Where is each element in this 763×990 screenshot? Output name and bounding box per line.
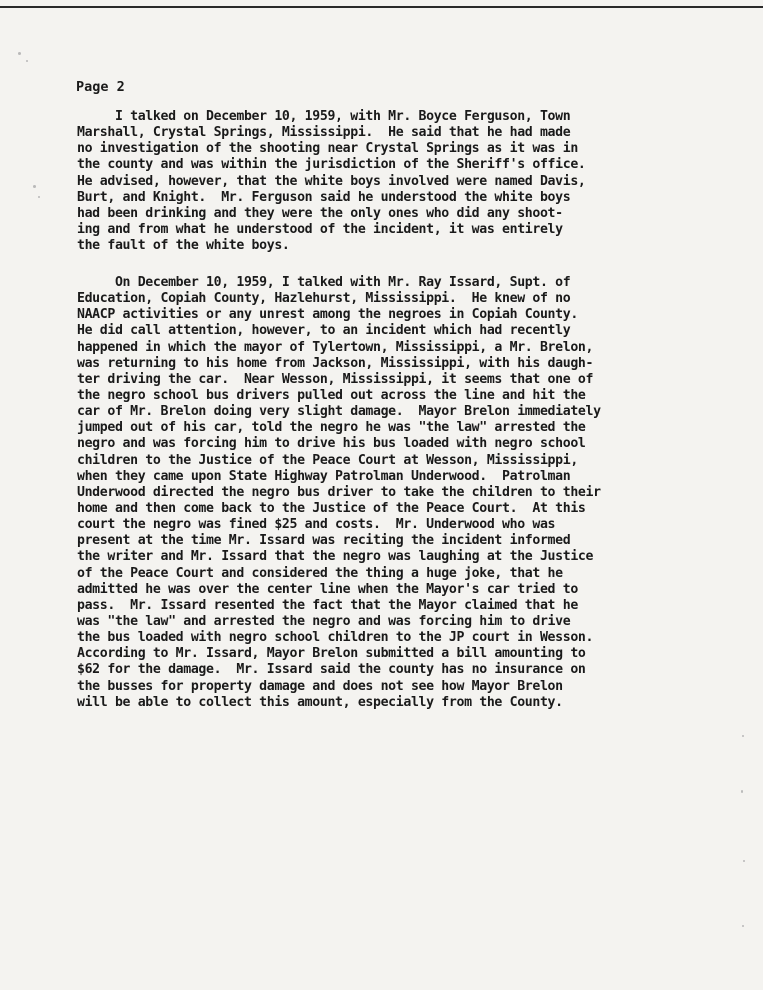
text-line: car of Mr. Brelon doing very slight damage. Mayor Brelon immediately	[77, 404, 601, 420]
scan-speck	[742, 925, 744, 927]
body-paragraph	[77, 109, 707, 254]
text-line: negro and was forcing him to drive his bus loaded with negro school	[77, 436, 586, 452]
text-line: jumped out of his car, told the negro he was "the law" arrested the	[77, 420, 586, 436]
scan-speck	[742, 735, 744, 737]
text-line: had been drinking and they were the only ones who did any shoot-	[77, 205, 563, 221]
text-line: happened in which the mayor of Tylertown, Mississippi, a Mr. Brelon,	[77, 339, 594, 355]
page-number-heading: Page 2	[76, 79, 125, 95]
text-line: On December 10, 1959, I talked with Mr. Ray Issard, Supt. of	[77, 275, 571, 290]
text-line: I talked on December 10, 1959, with Mr. Boyce Ferguson, Town	[77, 109, 571, 124]
text-line: the writer and Mr. Issard that the negro was laughing at the Justice	[77, 549, 594, 565]
text-line: He did call attention, however, to an incident which had recently	[77, 323, 571, 339]
body-paragraph	[77, 275, 707, 711]
text-line: ing and from what he understood of the incident, it was entirely	[77, 221, 563, 237]
scan-speck	[26, 60, 28, 62]
text-line: the fault of the white boys.	[77, 238, 290, 254]
text-line: no investigation of the shooting near Crystal Springs as it was in	[77, 141, 578, 157]
text-line: was returning to his home from Jackson, Mississippi, with his daugh-	[77, 355, 594, 371]
text-line: the county and was within the jurisdiction of the Sheriff's office.	[77, 157, 586, 173]
text-line: pass. Mr. Issard resented the fact that the Mayor claimed that he	[77, 597, 578, 613]
text-line: court the negro was fined $25 and costs. Mr. Underwood who was	[77, 517, 556, 533]
text-line: According to Mr. Issard, Mayor Brelon submitted a bill amounting to	[77, 646, 586, 662]
scan-speck	[741, 790, 743, 793]
text-line: Marshall, Crystal Springs, Mississippi. He said that he had made	[77, 125, 571, 141]
text-line: Burt, and Knight. Mr. Ferguson said he understood the white boys	[77, 189, 571, 205]
text-line: admitted he was over the center line when the Mayor's car tried to	[77, 581, 578, 597]
top-border-line	[0, 6, 763, 8]
text-line: $62 for the damage. Mr. Issard said the county has no insurance on	[77, 662, 586, 678]
text-line: the busses for property damage and does not see how Mayor Brelon	[77, 678, 563, 694]
text-line: present at the time Mr. Issard was reciting the incident informed	[77, 533, 571, 549]
text-line: home and then come back to the Justice of the Peace Court. At this	[77, 500, 586, 516]
text-line: Education, Copiah County, Hazlehurst, Mississippi. He knew of no	[77, 291, 571, 307]
text-line: was "the law" and arrested the negro and was forcing him to drive	[77, 613, 571, 629]
text-line: of the Peace Court and considered the thing a huge joke, that he	[77, 565, 563, 581]
text-line: NAACP activities or any unrest among the negroes in Copiah County.	[77, 307, 578, 323]
text-line: when they came upon State Highway Patrolman Underwood. Patrolman	[77, 468, 571, 484]
scan-speck	[33, 185, 36, 188]
scan-speck	[743, 860, 745, 862]
scan-speck	[38, 196, 40, 198]
text-line: the bus loaded with negro school children to the JP court in Wesson.	[77, 630, 594, 646]
text-line: Underwood directed the negro bus driver to take the children to their	[77, 484, 601, 500]
text-line: ter driving the car. Near Wesson, Mississippi, it seems that one of	[77, 371, 594, 387]
text-line: the negro school bus drivers pulled out across the line and hit the	[77, 387, 586, 403]
text-line: children to the Justice of the Peace Court at Wesson, Mississippi,	[77, 452, 578, 468]
text-line: will be able to collect this amount, especially from the County.	[77, 694, 563, 710]
scan-speck	[18, 52, 21, 55]
text-line: He advised, however, that the white boys involved were named Davis,	[77, 173, 586, 189]
